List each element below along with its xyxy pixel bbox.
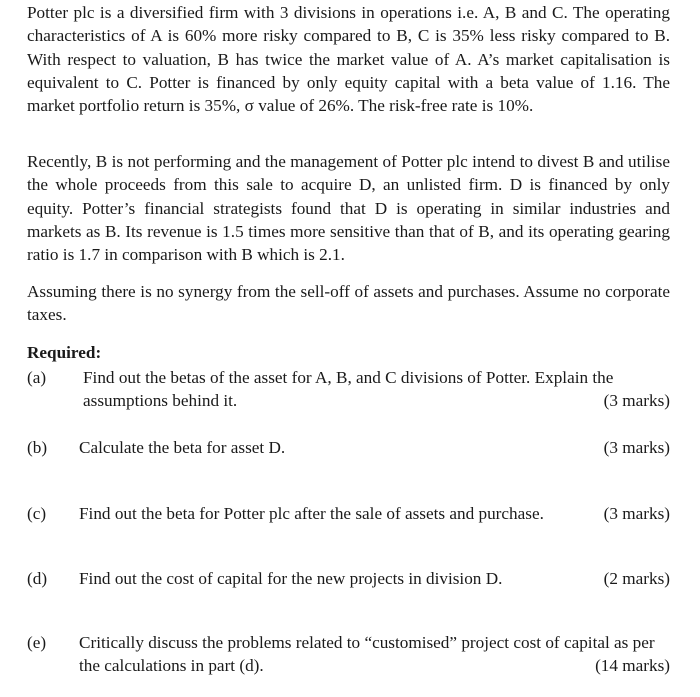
question-marks: (3 marks) [603,438,670,457]
question-label: (d) [27,569,48,588]
question-text: Calculate the beta for asset D. [79,438,286,457]
question-label: (a) [27,368,47,387]
question-text: Find out the cost of capital for the new projects in division D. [79,569,503,588]
question-text: Critically discuss the problems related to “customised” project cost of capital as per the calculations in part (d). [79,633,655,675]
divestment-paragraph: Recently, B is not performing and the management of Potter plc intend to divest B and utilise the whole proceeds from this sale to acquire D, an unlisted firm. D is financed by only equity. Potter’s financial strategists found that D is operating in similar industries and markets as B. Its revenue is 1.5 times more sensitive than that of B, and its operating gearing ratio is 1.7 in comparison with B which is 2.1. [27,152,670,265]
question-label: (c) [27,504,47,523]
question-c [27,502,670,525]
question-d [27,567,670,590]
question-a [27,366,670,412]
question-e [27,631,670,677]
question-marks: (2 marks) [603,569,670,588]
assumptions-paragraph: Assuming there is no synergy from the sell-off of assets and purchases. Assume no corporate taxes. [27,282,670,325]
intro-paragraph: Potter plc is a diversified firm with 3 divisions in operations i.e. A, B and C. The operating characteristics of A is 60% more risky compared to B, C is 35% less risky compared to B. With respect to valuation, B has twice the market value of A. A’s market capitalisation is equivalent to C. Potter is financed by only equity capital with a beta value of 1.16. The market portfolio return is 35%, σ value of 26%. The risk-free rate is 10%. [27,3,670,116]
question-marks: (14 marks) [595,656,670,675]
required-heading: Required: [27,343,102,362]
question-label: (b) [27,438,48,457]
question-b [27,436,670,459]
question-text: Find out the beta for Potter plc after the sale of assets and purchase. [79,504,544,523]
question-marks: (3 marks) [603,504,670,523]
question-marks: (3 marks) [603,391,670,410]
question-text: Find out the betas of the asset for A, B, and C divisions of Potter. Explain the assumptions behind it. [83,368,614,410]
question-label: (e) [27,633,47,652]
